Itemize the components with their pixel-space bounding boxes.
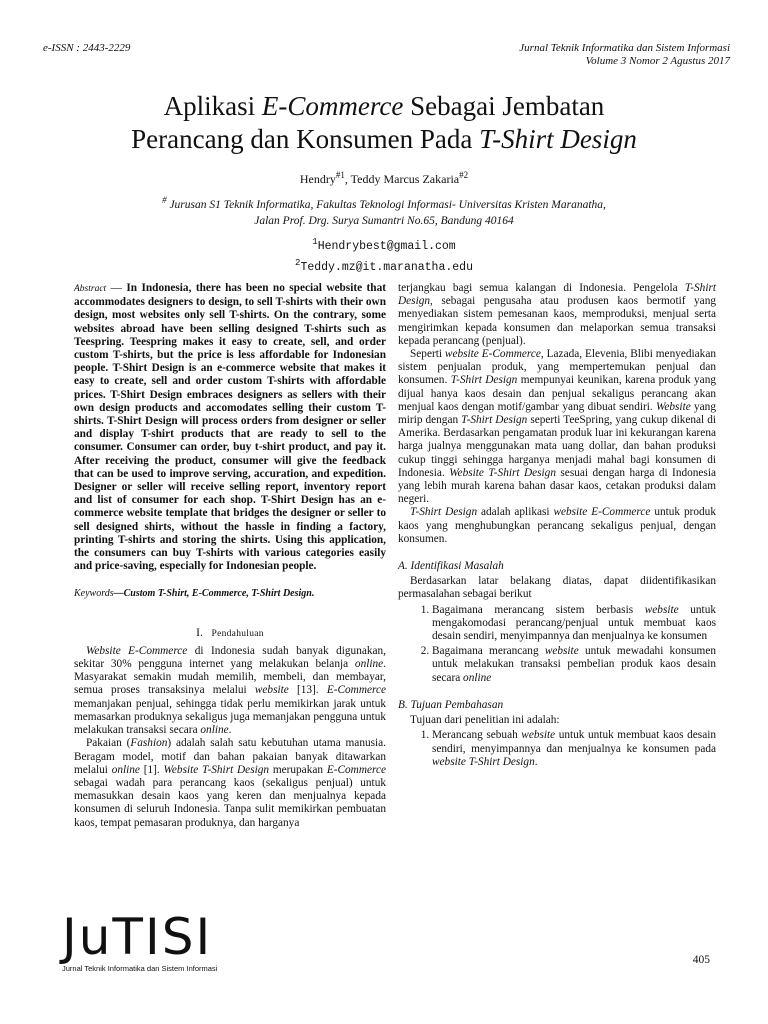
keywords <box>74 587 386 600</box>
problem-list <box>398 604 716 685</box>
text: mempunyai keunikan, karena produk yang dijual hanya kaos desain dan penjual sekaligus perancang akan menjual kaos dengan motif/gambar yang dibuat sendiri. <box>398 374 716 413</box>
abstract <box>74 282 386 573</box>
text-italic: website <box>644 603 679 616</box>
page-number: 405 <box>692 954 710 966</box>
text-italic: online <box>463 671 492 684</box>
text: memanjakan penjual, sehingga tidak perlu memikirkan jarak untuk memasarkan produknya sekaligus juga memanjakan pengguna untuk melakukan transaksi secara <box>74 697 386 737</box>
intro-paragraph <box>74 645 386 737</box>
text: sesuai dengan harga di Indonesia yang lebih murah karena bahan dasar kaos, cetakan produksi dalam negeri. <box>398 466 716 506</box>
list-item <box>432 604 716 644</box>
text-italic: website <box>544 645 579 658</box>
text-italic: Website T-Shirt Design <box>449 466 556 479</box>
text: untuk mengakomodasi perancang/penjual untuk membuat kaos desain sendiri, menyimpannya dan menjualnya ke konsumen <box>432 603 716 643</box>
list-item <box>432 645 716 685</box>
affil-line: Jurusan S1 Teknik Informatika, Fakultas Teknologi Informasi- Universitas Kristen Maranatha, <box>166 198 606 211</box>
text: . <box>228 724 232 737</box>
body-paragraph <box>398 282 716 348</box>
logo-subtitle: Jurnal Teknik Informatika dan Sistem Informasi <box>62 964 218 973</box>
list-item <box>432 729 716 769</box>
text-italic: T-Shirt Design <box>398 282 716 308</box>
body-paragraph <box>398 506 716 546</box>
paper-title <box>60 90 708 156</box>
journal-name: Jurnal Teknik Informatika dan Sistem Informasi <box>519 42 730 54</box>
text: untuk mewadahi konsumen untuk melakukan transaksi pembelian produk kaos desain secara <box>432 645 716 684</box>
text: merupakan <box>269 763 327 776</box>
right-column <box>398 282 716 771</box>
affiliation <box>60 192 708 229</box>
subsection-intro: Berdasarkan latar belakang diatas, dapat diidentifikasikan permasalahan sebagai berikut <box>398 575 716 601</box>
text: terjangkau bagi semua kalangan di Indonesia. Pengelola <box>398 282 685 294</box>
text: Bagaimana merancang sistem berbasis <box>432 603 645 616</box>
journal-header <box>519 42 730 68</box>
text-italic: T-Shirt Design <box>410 506 478 519</box>
text-italic: Website T-Shirt Design <box>163 763 270 776</box>
abstract-dash: — <box>106 282 127 294</box>
text: . Masyarakat semakin mudah memilih, membeli, dan membayar, semua proses transaksinya melalui <box>74 658 386 697</box>
text: , Lazada, Elevenia, Blibi menyediakan sistem penjualan produk, yang mempertemukan penjual dan konsumen. <box>398 348 716 387</box>
keywords-text: —Custom T-Shirt, E-Commerce, T-Shirt Design. <box>113 588 315 600</box>
text: Pakaian ( <box>86 737 131 750</box>
text-italic: online <box>111 763 140 776</box>
text-italic: website <box>521 729 556 742</box>
text: Merancang sebuah <box>432 729 522 742</box>
title-part-italic: E-Commerce <box>261 91 404 121</box>
text: ) adalah salah satu kebutuhan utama manusia. Beragam model, motif dan bahan pakaian banyak ditawarkan melalui <box>74 737 386 776</box>
goal-list <box>398 729 716 769</box>
intro-paragraph <box>74 737 386 829</box>
email-link[interactable]: Hendrybest@gmail.com <box>317 239 456 253</box>
authors <box>0 168 768 187</box>
text-italic: online <box>200 724 229 737</box>
author-name: , Teddy Marcus Zakaria <box>344 172 460 186</box>
subsection-heading: A. Identifikasi Masalah <box>398 560 504 573</box>
section-number: I. <box>196 626 203 639</box>
text: untuk untuk membuat kaos desain sendiri, menyimpannya dan menjualnya ke konsumen pada <box>432 729 716 755</box>
issn-header: e-ISSN : 2443-2229 <box>43 42 131 54</box>
text: seperti TeeSpring, yang cukup dikenal di Amerika. Berdasarkan pengamatan produk luar ini kekurangan karena harga jualnya menggunakan mata uang dollar, dan bahan produksi cukup tinggi sehingga harganya menjadi mahal bagi konsumen di Indonesia. <box>398 414 716 479</box>
text-italic: Website <box>656 400 691 413</box>
affil-mark: # <box>162 195 167 205</box>
text: sebagai wadah para perancang kaos (sekaligus penjual) untuk memasukkan desain kaos yang keren dan menjualnya kepada konsumen di seluruh Indonesia. Tanpa sulit memikirkan pembuatan kaos, tempat pemasaran produknya, dan harganya <box>74 776 386 829</box>
text-italic: Fashion <box>130 737 168 750</box>
title-part: Sebagai Jembatan <box>403 91 605 121</box>
subsection-heading: B. Tujuan Pembahasan <box>398 698 504 711</box>
text-italic: E-Commerce <box>326 684 386 697</box>
abstract-text: In Indonesia, there has been no special website that accommodates designers to design, to sell T-shirts with their own design, most websites only sell T-shirts. On the contrary, some websites abroad have been selling designed T-shirts such as Teespring. Teespring makes it easy to create, sell, and order custom T-shirts, but the price is less affordable for Indonesian people. T-Shirt Design is an e-commerce website that makes it easy to create, sell and order custom T-shirts with affordable prices. T-Shirt Design embraces designers as sellers with their own design products and accomodates selling their custom T-shirts. T-Shirt Design will process orders from designer or seller and display T-shirt products that are ready to sell to the consumer. Consumer can order, buy t-shirt product, and pay it. After receiving the product, consumer will give the feedback that can be used to improve serving, accuration, and expedition. Designer or seller will receive selling report, inventory report and list of consumer for each shop. T-Shirt Design has an e-commerce website template that bridges the designer or seller to sell designed shirts, without the hassle in finding a factory, printing T-shirts and storing the shirts. Using this application, the consumers can buy T-shirts with various categories easily and price-saving, especially for Indonesian people. <box>74 282 387 573</box>
text-italic: T-Shirt Design <box>461 414 528 427</box>
text-italic: website E-Commerce <box>444 348 541 361</box>
text-italic: website <box>254 684 289 697</box>
text: Seperti <box>410 348 445 361</box>
section-title: Pendahuluan <box>211 628 264 639</box>
title-part: Aplikasi <box>163 91 262 121</box>
subsection-intro: Tujuan dari penelitian ini adalah: <box>410 714 560 727</box>
email-link[interactable]: Teddy.mz@it.maranatha.edu <box>300 260 473 274</box>
text-italic: online <box>354 658 384 671</box>
journal-volume: Volume 3 Nomor 2 Agustus 2017 <box>585 55 730 67</box>
text: yang mirip dengan <box>398 400 716 427</box>
keywords-label: Keywords <box>74 588 114 600</box>
author-sup: #1 <box>335 170 345 180</box>
email-sup: 1 <box>312 237 318 247</box>
text: . <box>534 755 538 768</box>
logo-wordmark: JuTISI <box>62 908 213 966</box>
text: [13]. <box>288 684 327 697</box>
text-italic: T-Shirt Design <box>450 374 518 387</box>
text: untuk produk kaos yang menghubungkan perancang sekaligus penjual, dengan konsumen. <box>398 506 716 545</box>
text: adalah aplikasi <box>477 506 554 519</box>
abstract-label: Abstract <box>74 284 107 294</box>
left-column <box>74 282 386 830</box>
text-italic: website T-Shirt Design <box>432 755 535 768</box>
section-heading <box>74 627 386 641</box>
author-sup: #2 <box>459 170 469 180</box>
text-italic: website E-Commerce <box>553 506 651 519</box>
email-sup: 2 <box>295 257 301 268</box>
text: Bagaimana merancang <box>432 645 545 658</box>
text-italic: E-Commerce <box>326 763 386 776</box>
body-paragraph <box>398 348 716 506</box>
text: di Indonesia sudah banyak digunakan, sekitar 30% pengguna internet yang melakukan belanja <box>74 644 386 671</box>
journal-logo <box>62 908 218 973</box>
title-part-italic: T-Shirt Design <box>479 124 637 154</box>
text: [1]. <box>139 763 164 776</box>
author-name: Hendry <box>299 172 336 186</box>
text: , sebagai pengusaha atau produsen kaos bermotif yang menyediakan sistem pemesanan kaos, memproduksi, menjual serta mengirimkan kepada konsumen dan melaporkan semua transaksi kepada perancang (penjual). <box>398 295 716 347</box>
title-part: Perancang dan Konsumen Pada <box>131 124 480 154</box>
affil-line: Jalan Prof. Drg. Surya Sumantri No.65, Bandung 40164 <box>254 214 514 227</box>
text-italic: Website E-Commerce <box>86 644 188 657</box>
emails <box>0 234 768 276</box>
